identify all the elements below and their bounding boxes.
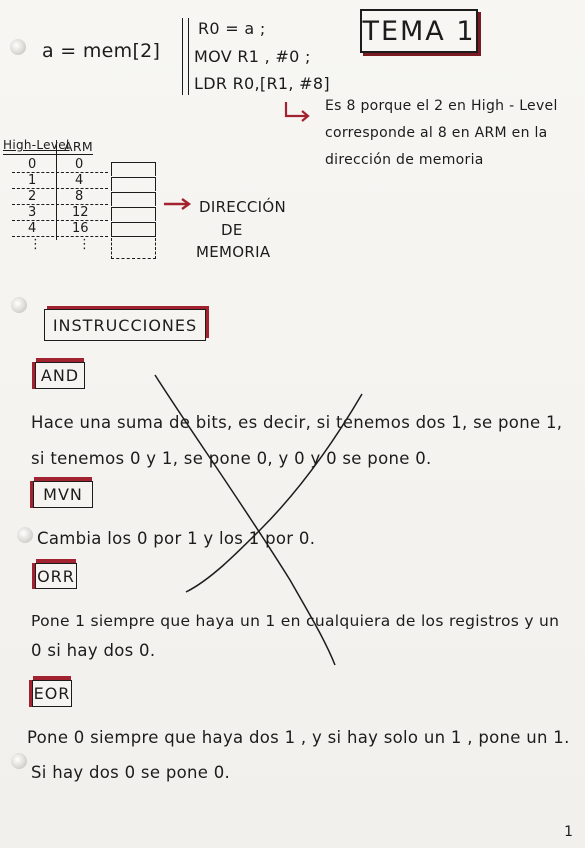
memory-cell: [111, 162, 156, 176]
equation: a = mem[2]: [42, 40, 161, 62]
tag-orr: [35, 563, 77, 589]
row-separator: [12, 188, 108, 189]
instruction-text: Si hay dos 0 se pone 0.: [31, 763, 231, 782]
note-line: dirección de memoria: [325, 152, 484, 168]
instruction-text: si tenemos 0 y 1, se pone 0, y 0 y 0 se pone 0.: [31, 449, 432, 468]
instruction-text: Hace una suma de bits, es decir, si tenemos dos 1, se pone 1,: [31, 413, 563, 432]
table-cell: 12: [72, 205, 89, 220]
table-cell: 4: [75, 173, 84, 188]
instruction-text: 0 si hay dos 0.: [31, 641, 156, 660]
tag-label: AND: [40, 366, 80, 385]
row-separator: [12, 236, 108, 237]
table-header-high-level: High-Level: [3, 138, 70, 152]
table-cell: 8: [75, 189, 84, 204]
page-title: TEMA 1: [362, 15, 476, 47]
punch-hole-icon: [10, 39, 26, 55]
memory-label-line: DIRECCIÓN: [199, 198, 286, 216]
memory-cell: [111, 222, 156, 237]
note-line: corresponde al 8 en ARM en la: [325, 125, 548, 141]
table-cell: 1: [28, 173, 37, 188]
tag-label: MVN: [43, 485, 83, 504]
memory-cell: [111, 177, 156, 191]
memory-cell: [111, 207, 156, 221]
table-cell: 0: [75, 157, 84, 172]
bent-arrow-icon: [283, 100, 313, 122]
row-separator: [12, 172, 108, 173]
table-header-underline: [3, 154, 93, 155]
instruction-text: Pone 0 siempre que haya dos 1 , y si hay solo un 1 , pone un 1.: [27, 728, 570, 747]
table-cell: 4: [28, 221, 37, 236]
tag-mvn: [33, 481, 93, 508]
memory-label-line: DE: [221, 221, 243, 239]
memory-label-line: MEMORIA: [196, 243, 271, 261]
memory-cell-dashed: [111, 238, 156, 259]
section-title-box: [44, 309, 206, 341]
table-cell: 16: [72, 221, 89, 236]
table-header-arm: ARM: [64, 139, 93, 154]
tag-eor: [32, 680, 72, 707]
instruction-text: Pone 1 siempre que haya un 1 en cualquiera de los registros y un: [31, 612, 560, 630]
table-cell: 3: [28, 205, 37, 220]
row-separator: [12, 204, 108, 205]
code-line: R0 = a ;: [198, 19, 266, 38]
row-separator: [12, 220, 108, 221]
title-box: [360, 9, 478, 53]
page-number: 1: [564, 824, 573, 840]
note-line: Es 8 porque el 2 en High - Level: [325, 98, 558, 114]
memory-cell: [111, 192, 156, 206]
section-title: INSTRUCCIONES: [52, 315, 198, 335]
instruction-text: Cambia los 0 por 1 y los 1 por 0.: [37, 529, 316, 548]
punch-hole-icon: [11, 297, 27, 313]
table-cell: 2: [28, 189, 37, 204]
punch-hole-icon: [11, 753, 27, 769]
right-arrow-icon: [162, 196, 192, 212]
table-ellipsis: ⋮: [29, 237, 42, 252]
tag-label: EOR: [33, 684, 71, 703]
table-ellipsis: ⋮: [78, 237, 91, 252]
table-divider: [56, 140, 57, 240]
code-divider: [182, 18, 189, 95]
tag-and: [35, 362, 85, 389]
table-cell: 0: [28, 157, 37, 172]
tag-label: ORR: [37, 566, 75, 586]
code-line: LDR R0,[R1, #8]: [194, 74, 330, 93]
code-line: MOV R1 , #0 ;: [194, 47, 311, 66]
punch-hole-icon: [17, 527, 33, 543]
